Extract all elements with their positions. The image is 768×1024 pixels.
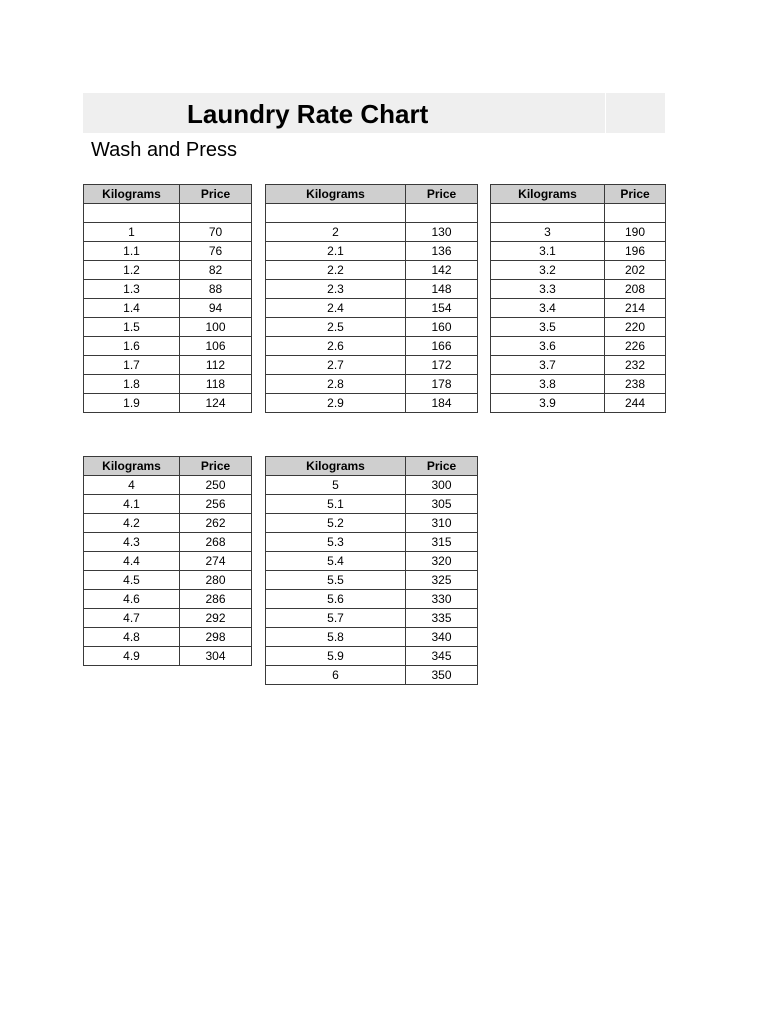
price-cell: 292 [180, 609, 252, 628]
kilograms-cell: 1.3 [84, 280, 180, 299]
table-row [266, 666, 478, 685]
price-cell: 304 [180, 647, 252, 666]
blank-cell [406, 204, 478, 223]
price-cell: 325 [406, 571, 478, 590]
table-row [266, 476, 478, 495]
table-row [84, 356, 252, 375]
price-cell: 124 [180, 394, 252, 413]
price-cell: 310 [406, 514, 478, 533]
table-row [491, 280, 666, 299]
table-row [266, 495, 478, 514]
kilograms-cell: 2.2 [266, 261, 406, 280]
kilograms-cell: 1.5 [84, 318, 180, 337]
price-cell: 130 [406, 223, 478, 242]
price-cell: 220 [605, 318, 666, 337]
table-row [84, 476, 252, 495]
kilograms-cell: 5.4 [266, 552, 406, 571]
kilograms-cell: 2.4 [266, 299, 406, 318]
table-row [491, 242, 666, 261]
table-row [266, 280, 478, 299]
kilograms-cell: 4.3 [84, 533, 180, 552]
kilograms-cell: 1.7 [84, 356, 180, 375]
price-cell: 106 [180, 337, 252, 356]
price-cell: 320 [406, 552, 478, 571]
table-row [266, 242, 478, 261]
price-cell: 76 [180, 242, 252, 261]
price-cell: 232 [605, 356, 666, 375]
blank-cell [180, 204, 252, 223]
table-row [266, 590, 478, 609]
price-cell: 100 [180, 318, 252, 337]
header-kilograms: Kilograms [491, 185, 605, 204]
kilograms-cell: 3.2 [491, 261, 605, 280]
kilograms-cell: 5.3 [266, 533, 406, 552]
table-row [84, 590, 252, 609]
price-cell: 286 [180, 590, 252, 609]
table-row [84, 318, 252, 337]
price-cell: 208 [605, 280, 666, 299]
kilograms-cell: 3.6 [491, 337, 605, 356]
table-row [84, 533, 252, 552]
table-row [84, 628, 252, 647]
table-row [84, 242, 252, 261]
table-row [266, 533, 478, 552]
price-cell: 154 [406, 299, 478, 318]
price-cell: 136 [406, 242, 478, 261]
header-price: Price [406, 185, 478, 204]
price-cell: 202 [605, 261, 666, 280]
rate-table-2 [265, 184, 478, 413]
table-row [266, 261, 478, 280]
table-row [84, 299, 252, 318]
price-cell: 94 [180, 299, 252, 318]
price-cell: 305 [406, 495, 478, 514]
kilograms-cell: 2.6 [266, 337, 406, 356]
header-kilograms: Kilograms [84, 457, 180, 476]
kilograms-cell: 2.5 [266, 318, 406, 337]
header-price: Price [406, 457, 478, 476]
table-row [84, 647, 252, 666]
kilograms-cell: 2.9 [266, 394, 406, 413]
kilograms-cell: 3.5 [491, 318, 605, 337]
blank-cell [84, 204, 180, 223]
table-row [84, 375, 252, 394]
price-cell: 298 [180, 628, 252, 647]
price-cell: 160 [406, 318, 478, 337]
table-row [266, 514, 478, 533]
table-row [266, 571, 478, 590]
kilograms-cell: 5.2 [266, 514, 406, 533]
rate-table-1 [83, 184, 252, 413]
price-cell: 178 [406, 375, 478, 394]
table-row [84, 571, 252, 590]
rate-table-3 [490, 184, 666, 413]
kilograms-cell: 2.3 [266, 280, 406, 299]
kilograms-cell: 4.1 [84, 495, 180, 514]
table-row [491, 299, 666, 318]
table-row [266, 223, 478, 242]
blank-cell [605, 204, 666, 223]
price-cell: 148 [406, 280, 478, 299]
kilograms-cell: 3.4 [491, 299, 605, 318]
blank-cell [266, 204, 406, 223]
kilograms-cell: 2.1 [266, 242, 406, 261]
kilograms-cell: 4.2 [84, 514, 180, 533]
table-row [266, 318, 478, 337]
table-row [266, 394, 478, 413]
kilograms-cell: 1 [84, 223, 180, 242]
header-price: Price [180, 457, 252, 476]
price-cell: 244 [605, 394, 666, 413]
page-title: Laundry Rate Chart [187, 99, 429, 129]
table-row [266, 337, 478, 356]
price-cell: 88 [180, 280, 252, 299]
kilograms-cell: 2.8 [266, 375, 406, 394]
title-cell-divider [605, 93, 606, 133]
kilograms-cell: 6 [266, 666, 406, 685]
kilograms-cell: 4.7 [84, 609, 180, 628]
price-cell: 315 [406, 533, 478, 552]
header-kilograms: Kilograms [266, 457, 406, 476]
table-row [266, 299, 478, 318]
table-row [491, 337, 666, 356]
price-cell: 340 [406, 628, 478, 647]
header-kilograms: Kilograms [84, 185, 180, 204]
price-cell: 238 [605, 375, 666, 394]
blank-row [84, 204, 252, 223]
price-cell: 280 [180, 571, 252, 590]
table-row [84, 514, 252, 533]
kilograms-cell: 4.5 [84, 571, 180, 590]
kilograms-cell: 5 [266, 476, 406, 495]
kilograms-cell: 4 [84, 476, 180, 495]
blank-row [491, 204, 666, 223]
header-price: Price [605, 185, 666, 204]
table-row [84, 552, 252, 571]
table-row [491, 394, 666, 413]
price-cell: 166 [406, 337, 478, 356]
kilograms-cell: 2 [266, 223, 406, 242]
table-row [266, 356, 478, 375]
kilograms-cell: 3.1 [491, 242, 605, 261]
table-row [491, 318, 666, 337]
price-cell: 350 [406, 666, 478, 685]
table-row [84, 609, 252, 628]
price-cell: 262 [180, 514, 252, 533]
kilograms-cell: 1.9 [84, 394, 180, 413]
kilograms-cell: 3 [491, 223, 605, 242]
table-row [491, 375, 666, 394]
header-price: Price [180, 185, 252, 204]
price-cell: 268 [180, 533, 252, 552]
kilograms-cell: 3.7 [491, 356, 605, 375]
kilograms-cell: 5.7 [266, 609, 406, 628]
price-cell: 256 [180, 495, 252, 514]
price-cell: 274 [180, 552, 252, 571]
table-row [491, 261, 666, 280]
kilograms-cell: 4.8 [84, 628, 180, 647]
table-row [266, 647, 478, 666]
price-cell: 172 [406, 356, 478, 375]
rate-table-4 [83, 456, 252, 666]
table-row [491, 223, 666, 242]
price-cell: 82 [180, 261, 252, 280]
kilograms-cell: 5.8 [266, 628, 406, 647]
table-row [84, 280, 252, 299]
table-row [84, 337, 252, 356]
table-row [266, 609, 478, 628]
price-cell: 190 [605, 223, 666, 242]
table-row [84, 261, 252, 280]
price-cell: 335 [406, 609, 478, 628]
kilograms-cell: 5.6 [266, 590, 406, 609]
kilograms-cell: 1.8 [84, 375, 180, 394]
kilograms-cell: 1.4 [84, 299, 180, 318]
kilograms-cell: 1.1 [84, 242, 180, 261]
table-row [84, 223, 252, 242]
kilograms-cell: 3.3 [491, 280, 605, 299]
kilograms-cell: 5.9 [266, 647, 406, 666]
blank-row [266, 204, 478, 223]
price-cell: 345 [406, 647, 478, 666]
blank-cell [491, 204, 605, 223]
table-row [266, 628, 478, 647]
table-row [266, 375, 478, 394]
price-cell: 300 [406, 476, 478, 495]
price-cell: 112 [180, 356, 252, 375]
kilograms-cell: 4.9 [84, 647, 180, 666]
table-row [84, 495, 252, 514]
kilograms-cell: 3.9 [491, 394, 605, 413]
price-cell: 118 [180, 375, 252, 394]
kilograms-cell: 4.6 [84, 590, 180, 609]
table-row [84, 394, 252, 413]
price-cell: 142 [406, 261, 478, 280]
kilograms-cell: 2.7 [266, 356, 406, 375]
kilograms-cell: 5.1 [266, 495, 406, 514]
title-bar [83, 93, 665, 133]
price-cell: 196 [605, 242, 666, 261]
kilograms-cell: 3.8 [491, 375, 605, 394]
table-row [491, 356, 666, 375]
price-cell: 214 [605, 299, 666, 318]
kilograms-cell: 4.4 [84, 552, 180, 571]
kilograms-cell: 5.5 [266, 571, 406, 590]
price-cell: 330 [406, 590, 478, 609]
kilograms-cell: 1.6 [84, 337, 180, 356]
kilograms-cell: 1.2 [84, 261, 180, 280]
page-subtitle: Wash and Press [91, 139, 237, 161]
price-cell: 226 [605, 337, 666, 356]
header-kilograms: Kilograms [266, 185, 406, 204]
rate-table-5 [265, 456, 478, 685]
price-cell: 184 [406, 394, 478, 413]
price-cell: 250 [180, 476, 252, 495]
table-row [266, 552, 478, 571]
price-cell: 70 [180, 223, 252, 242]
